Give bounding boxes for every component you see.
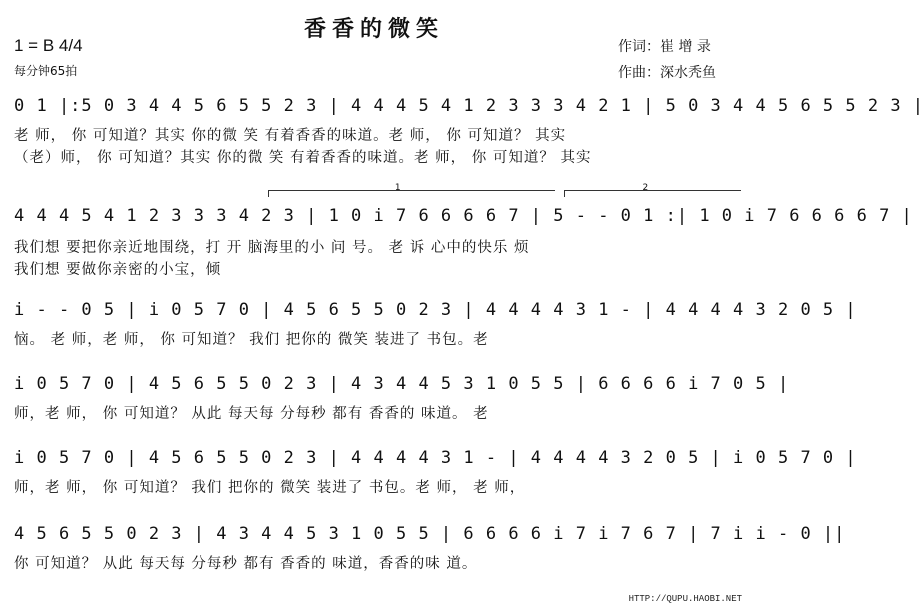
notation-system-4: i 0 5 7 0 | 4 5 6 5 5 0 2 3 | 4 3 4 4 5 3 1 0 5 5 | 6 6 6 6 i 7 0 5 | — [14, 374, 790, 394]
tempo-marking: 每分钟65拍 — [14, 64, 78, 78]
lyrics-system-2-verse-1: 我们想 要把你亲近地围绕，打 开 脑海里的小 问 号。 老 诉 心中的快乐 烦 — [14, 240, 530, 256]
composer-credit: 作曲：深水秃鱼 — [618, 65, 716, 81]
key-signature: 1 = B 4/4 — [14, 36, 83, 55]
first-ending-number: 1 — [394, 183, 401, 193]
lyrics-system-1-verse-1: 老 师， 你 可知道？其实 你的微 笑 有着香香的味道。老 师， 你 可知道？ 其实 — [14, 128, 567, 144]
first-ending-bracket — [268, 183, 555, 197]
notation-system-2: 4 4 4 5 4 1 2 3 3 3 4 2 3 | 1 0 i 7 6 6 6 6 7 | 5 - - 0 1 :| 1 0 i 7 6 6 6 6 7 | — [14, 206, 913, 226]
second-ending-number: 2 — [642, 183, 649, 193]
lyrics-system-5: 师，老 师， 你 可知道？ 我们 把你的 微笑 装进了 书包。老 师， 老 师， — [14, 480, 526, 496]
lyricist-credit: 作词：崔 增 录 — [618, 39, 711, 55]
lyrics-system-6: 你 可知道？ 从此 每天每 分每秒 都有 香香的 味道，香香的味 道。 — [14, 556, 478, 572]
song-title: 香香的微笑 — [303, 17, 444, 42]
notation-system-3: i - - 0 5 | i 0 5 7 0 | 4 5 6 5 5 0 2 3 | 4 4 4 4 3 1 - | 4 4 4 4 3 2 0 5 | — [14, 300, 857, 320]
notation-system-5: i 0 5 7 0 | 4 5 6 5 5 0 2 3 | 4 4 4 4 3 1 - | 4 4 4 4 3 2 0 5 | i 0 5 7 0 | — [14, 448, 857, 468]
second-ending-bracket — [564, 183, 741, 197]
notation-system-1: 0 1 |:5 0 3 4 4 5 6 5 5 2 3 | 4 4 4 5 4 1 2 3 3 3 4 2 1 | 5 0 3 4 4 5 6 5 5 2 3 | — [14, 96, 924, 116]
lyrics-system-2-verse-2: 我们想 要做你亲密的小宝，倾 — [14, 262, 222, 278]
notation-system-6: 4 5 6 5 5 0 2 3 | 4 3 4 4 5 3 1 0 5 5 | 6 6 6 6 i 7 i 7 6 7 | 7 i i - 0 || — [14, 524, 846, 544]
source-watermark: HTTP://QUPU.HAOBI.NET — [628, 594, 742, 604]
lyrics-system-4: 师，老 师， 你 可知道？ 从此 每天每 分每秒 都有 香香的 味道。 老 — [14, 406, 489, 422]
lyrics-system-3: 恼。 老 师，老 师， 你 可知道？ 我们 把你的 微笑 装进了 书包。老 — [14, 332, 489, 348]
lyrics-system-1-verse-2: （老）师， 你 可知道？其实 你的微 笑 有着香香的味道。老 师， 你 可知道？ 其实 — [14, 150, 592, 166]
